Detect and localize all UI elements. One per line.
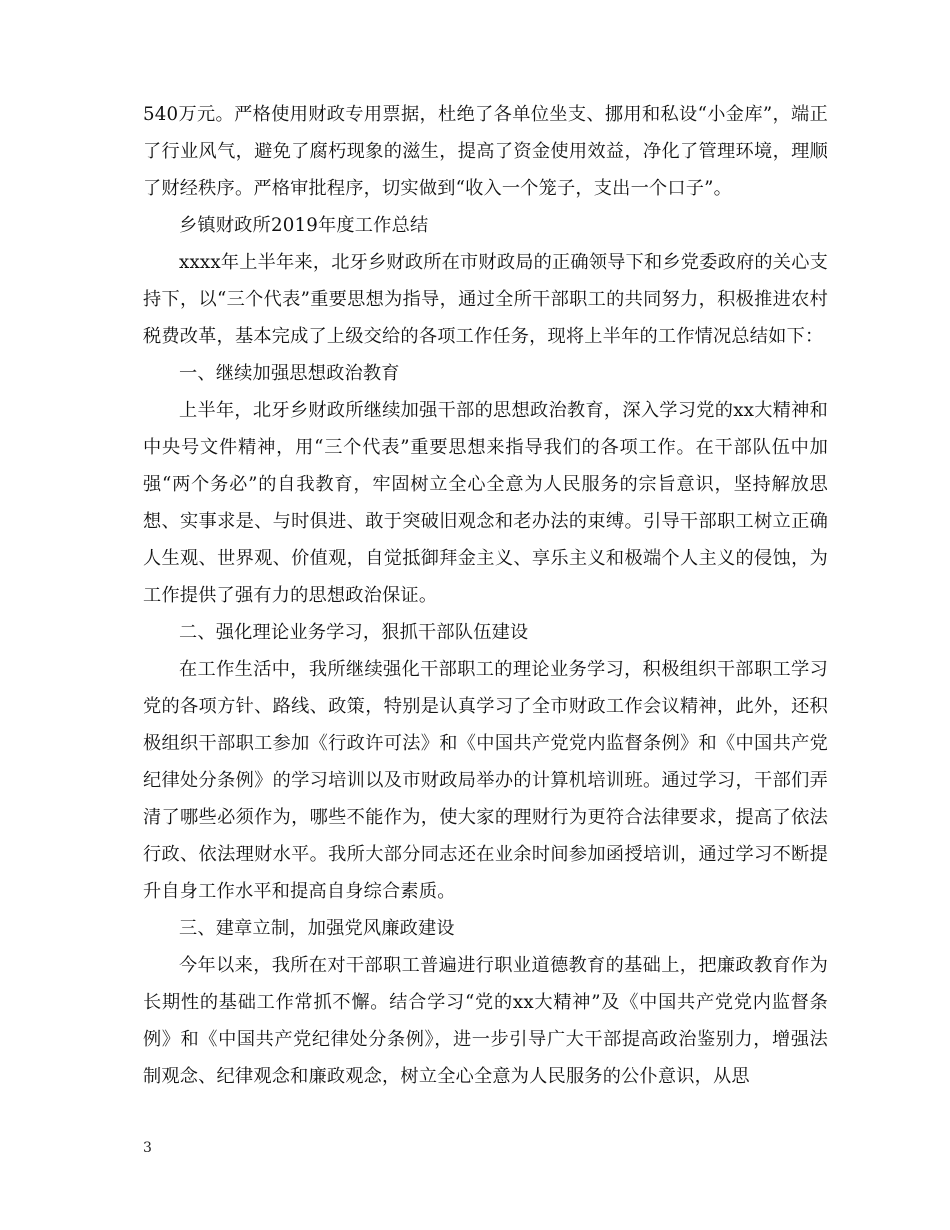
page-number: 3 bbox=[143, 1140, 152, 1156]
section-heading-1: 一、继续加强思想政治教育 bbox=[179, 363, 400, 384]
section-heading-3: 三、建章立制，加强党风廉政建设 bbox=[179, 918, 455, 939]
document-body bbox=[143, 96, 828, 1095]
section-heading-2: 二、强化理论业务学习，狠抓干部队伍建设 bbox=[179, 622, 529, 643]
paragraph-intro: xxxx年上半年来，北牙乡财政所在市财政局的正确领导下和乡党委政府的关心支持下，以“三个代表”重要思想为指导，通过全所干部职工的共同努力，积极推进农村税费改革，基本完成了上级交给的各项工作任务，现将上半年的工作情况总结如下： bbox=[143, 252, 828, 347]
paragraph-continuation: 540万元。严格使用财政专用票据，杜绝了各单位坐支、挪用和私设“小金库”，端正了行业风气，避免了腐朽现象的滋生，提高了资金使用效益，净化了管理环境，理顺了财经秩序。严格审批程序，切实做到“收入一个笼子，支出一个口子”。 bbox=[143, 104, 828, 199]
paragraph-section-3: 今年以来，我所在对干部职工普遍进行职业道德教育的基础上，把廉政教育作为长期性的基础工作常抓不懈。结合学习“党的xx大精神”及《中国共产党党内监督条例》和《中国共产党纪律处分条例》，进一步引导广大干部提高政治鉴别力，增强法制观念、纪律观念和廉政观念，树立全心全意为人民服务的公仆意识，从思 bbox=[143, 955, 828, 1087]
paragraph-section-1: 上半年，北牙乡财政所继续加强干部的思想政治教育，深入学习党的xx大精神和中央号文件精神，用“三个代表”重要思想来指导我们的各项工作。在干部队伍中加强“两个务必”的自我教育，牢固树立全心全意为人民服务的宗旨意识，坚持解放思想、实事求是、与时俱进、敢于突破旧观念和老办法的束缚。引导干部职工树立正确人生观、世界观、价值观，自觉抵御拜金主义、享乐主义和极端个人主义的侵蚀，为工作提供了强有力的思想政治保证。 bbox=[143, 400, 828, 606]
document-title: 乡镇财政所2019年度工作总结 bbox=[179, 215, 429, 236]
paragraph-section-2: 在工作生活中，我所继续强化干部职工的理论业务学习，积极组织干部职工学习党的各项方针、路线、政策，特别是认真学习了全市财政工作会议精神，此外，还积极组织干部职工参加《行政许可法》和《中国共产党党内监督条例》和《中国共产党纪律处分条例》的学习培训以及市财政局举办的计算机培训班。通过学习，干部们弄清了哪些必须作为，哪些不能作为，使大家的理财行为更符合法律要求，提高了依法行政、依法理财水平。我所大部分同志还在业余时间参加函授培训，通过学习不断提升自身工作水平和提高自身综合素质。 bbox=[143, 659, 828, 902]
